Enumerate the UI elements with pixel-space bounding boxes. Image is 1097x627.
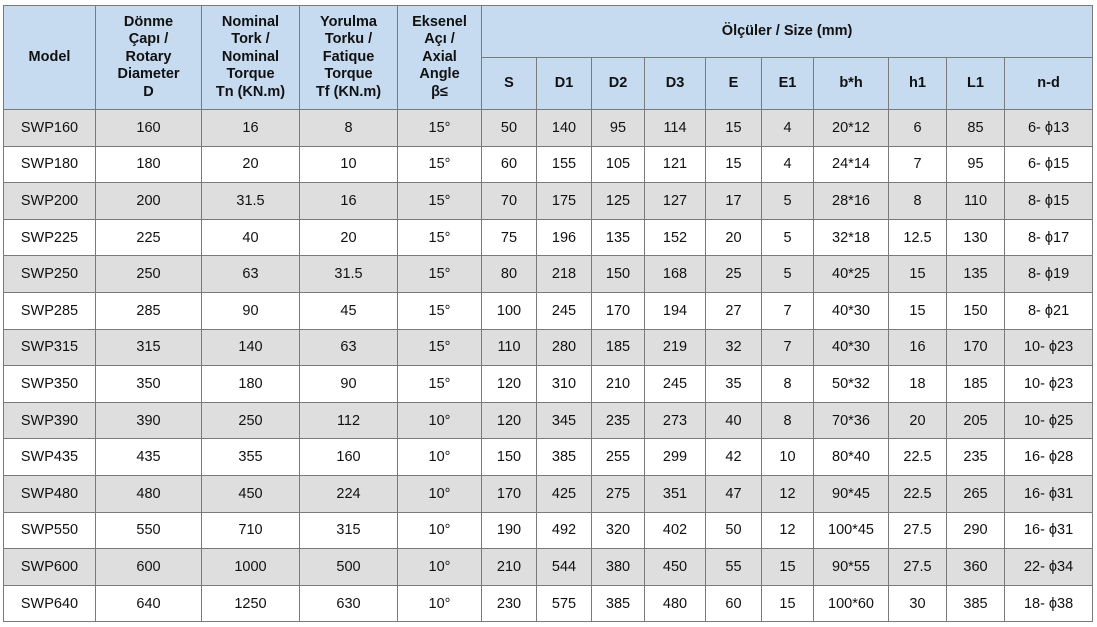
table-cell: 112 bbox=[300, 402, 398, 439]
table-cell: 194 bbox=[645, 292, 706, 329]
table-cell: 10- ϕ25 bbox=[1005, 402, 1093, 439]
header-rotary-diameter: Dönme Çapı / Rotary Diameter D bbox=[96, 6, 202, 110]
table-cell: 219 bbox=[645, 329, 706, 366]
table-cell: 24*14 bbox=[814, 146, 889, 183]
table-cell: 105 bbox=[592, 146, 645, 183]
table-cell: 250 bbox=[202, 402, 300, 439]
table-cell: 575 bbox=[537, 585, 592, 622]
table-row bbox=[4, 439, 1093, 476]
table-row bbox=[4, 549, 1093, 586]
header-size-group: Ölçüler / Size (mm) bbox=[482, 6, 1093, 58]
table-cell: 450 bbox=[645, 549, 706, 586]
table-cell: 10° bbox=[398, 512, 482, 549]
table-cell: 210 bbox=[592, 366, 645, 403]
header-model: Model bbox=[4, 6, 96, 110]
model-cell: SWP250 bbox=[4, 256, 96, 293]
table-cell: 10- ϕ23 bbox=[1005, 366, 1093, 403]
table-cell: 28*16 bbox=[814, 183, 889, 220]
table-cell: 600 bbox=[96, 549, 202, 586]
table-cell: 15 bbox=[889, 256, 947, 293]
table-cell: 45 bbox=[300, 292, 398, 329]
table-row bbox=[4, 585, 1093, 622]
table-cell: 4 bbox=[762, 146, 814, 183]
table-cell: 20 bbox=[300, 219, 398, 256]
table-cell: 15° bbox=[398, 329, 482, 366]
table-cell: 170 bbox=[947, 329, 1005, 366]
table-cell: 544 bbox=[537, 549, 592, 586]
table-cell: 710 bbox=[202, 512, 300, 549]
table-row bbox=[4, 256, 1093, 293]
table-cell: 235 bbox=[592, 402, 645, 439]
table-cell: 205 bbox=[947, 402, 1005, 439]
table-cell: 30 bbox=[889, 585, 947, 622]
table-cell: 95 bbox=[947, 146, 1005, 183]
table-cell: 40*30 bbox=[814, 329, 889, 366]
table-cell: 60 bbox=[706, 585, 762, 622]
table-cell: 140 bbox=[537, 110, 592, 147]
table-cell: 22.5 bbox=[889, 439, 947, 476]
table-cell: 320 bbox=[592, 512, 645, 549]
table-cell: 360 bbox=[947, 549, 1005, 586]
table-cell: 196 bbox=[537, 219, 592, 256]
table-cell: 640 bbox=[96, 585, 202, 622]
table-cell: 31.5 bbox=[202, 183, 300, 220]
header-size-bh: b*h bbox=[814, 58, 889, 110]
table-cell: 40 bbox=[706, 402, 762, 439]
table-cell: 355 bbox=[202, 439, 300, 476]
table-cell: 150 bbox=[482, 439, 537, 476]
table-cell: 90 bbox=[300, 366, 398, 403]
table-cell: 218 bbox=[537, 256, 592, 293]
table-cell: 125 bbox=[592, 183, 645, 220]
table-cell: 15 bbox=[706, 110, 762, 147]
table-cell: 500 bbox=[300, 549, 398, 586]
table-cell: 168 bbox=[645, 256, 706, 293]
table-cell: 350 bbox=[96, 366, 202, 403]
table-cell: 135 bbox=[947, 256, 1005, 293]
table-cell: 480 bbox=[96, 475, 202, 512]
table-cell: 16- ϕ31 bbox=[1005, 512, 1093, 549]
table-cell: 15° bbox=[398, 183, 482, 220]
table-cell: 275 bbox=[592, 475, 645, 512]
table-cell: 55 bbox=[706, 549, 762, 586]
table-cell: 200 bbox=[96, 183, 202, 220]
table-cell: 150 bbox=[592, 256, 645, 293]
model-cell: SWP160 bbox=[4, 110, 96, 147]
table-cell: 1000 bbox=[202, 549, 300, 586]
model-cell: SWP390 bbox=[4, 402, 96, 439]
table-cell: 160 bbox=[96, 110, 202, 147]
table-row bbox=[4, 183, 1093, 220]
table-cell: 15 bbox=[762, 549, 814, 586]
table-cell: 492 bbox=[537, 512, 592, 549]
table-cell: 15° bbox=[398, 292, 482, 329]
table-cell: 245 bbox=[537, 292, 592, 329]
table-body bbox=[4, 110, 1093, 622]
table-cell: 40*25 bbox=[814, 256, 889, 293]
table-cell: 6 bbox=[889, 110, 947, 147]
table-cell: 90*55 bbox=[814, 549, 889, 586]
table-cell: 10° bbox=[398, 549, 482, 586]
table-cell: 120 bbox=[482, 366, 537, 403]
table-cell: 310 bbox=[537, 366, 592, 403]
model-cell: SWP285 bbox=[4, 292, 96, 329]
table-cell: 290 bbox=[947, 512, 1005, 549]
table-cell: 8- ϕ21 bbox=[1005, 292, 1093, 329]
table-cell: 250 bbox=[96, 256, 202, 293]
table-cell: 185 bbox=[592, 329, 645, 366]
table-cell: 390 bbox=[96, 402, 202, 439]
table-row bbox=[4, 219, 1093, 256]
table-cell: 265 bbox=[947, 475, 1005, 512]
table-cell: 380 bbox=[592, 549, 645, 586]
table-cell: 110 bbox=[947, 183, 1005, 220]
spec-table bbox=[3, 5, 1093, 622]
table-cell: 150 bbox=[947, 292, 1005, 329]
header-size-e1: E1 bbox=[762, 58, 814, 110]
table-row bbox=[4, 366, 1093, 403]
table-cell: 110 bbox=[482, 329, 537, 366]
table-cell: 273 bbox=[645, 402, 706, 439]
table-cell: 15 bbox=[706, 146, 762, 183]
table-cell: 40 bbox=[202, 219, 300, 256]
table-cell: 224 bbox=[300, 475, 398, 512]
table-row bbox=[4, 512, 1093, 549]
header-fatigue-torque: Yorulma Torku / Fatique Torque Tf (KN.m) bbox=[300, 6, 398, 110]
table-cell: 1250 bbox=[202, 585, 300, 622]
table-cell: 17 bbox=[706, 183, 762, 220]
table-cell: 8 bbox=[762, 402, 814, 439]
table-cell: 90*45 bbox=[814, 475, 889, 512]
table-cell: 6- ϕ13 bbox=[1005, 110, 1093, 147]
table-cell: 8- ϕ19 bbox=[1005, 256, 1093, 293]
model-cell: SWP200 bbox=[4, 183, 96, 220]
header-nominal-torque: Nominal Tork / Nominal Torque Tn (KN.m) bbox=[202, 6, 300, 110]
table-cell: 135 bbox=[592, 219, 645, 256]
table-cell: 550 bbox=[96, 512, 202, 549]
table-cell: 10° bbox=[398, 585, 482, 622]
table-cell: 10° bbox=[398, 475, 482, 512]
table-cell: 235 bbox=[947, 439, 1005, 476]
table-cell: 450 bbox=[202, 475, 300, 512]
table-cell: 245 bbox=[645, 366, 706, 403]
model-cell: SWP435 bbox=[4, 439, 96, 476]
model-cell: SWP600 bbox=[4, 549, 96, 586]
table-cell: 15° bbox=[398, 256, 482, 293]
table-cell: 7 bbox=[762, 292, 814, 329]
table-cell: 280 bbox=[537, 329, 592, 366]
table-cell: 40*30 bbox=[814, 292, 889, 329]
table-cell: 15° bbox=[398, 219, 482, 256]
table-cell: 70 bbox=[482, 183, 537, 220]
table-cell: 16 bbox=[889, 329, 947, 366]
header-size-d3: D3 bbox=[645, 58, 706, 110]
table-cell: 20 bbox=[889, 402, 947, 439]
table-cell: 180 bbox=[202, 366, 300, 403]
table-cell: 15 bbox=[889, 292, 947, 329]
table-cell: 6- ϕ15 bbox=[1005, 146, 1093, 183]
table-cell: 100*45 bbox=[814, 512, 889, 549]
table-row bbox=[4, 475, 1093, 512]
table-cell: 75 bbox=[482, 219, 537, 256]
table-cell: 50 bbox=[482, 110, 537, 147]
model-cell: SWP225 bbox=[4, 219, 96, 256]
table-cell: 50*32 bbox=[814, 366, 889, 403]
table-cell: 27 bbox=[706, 292, 762, 329]
table-cell: 140 bbox=[202, 329, 300, 366]
table-cell: 22- ϕ34 bbox=[1005, 549, 1093, 586]
table-cell: 130 bbox=[947, 219, 1005, 256]
table-cell: 5 bbox=[762, 219, 814, 256]
table-cell: 255 bbox=[592, 439, 645, 476]
table-cell: 100 bbox=[482, 292, 537, 329]
table-cell: 190 bbox=[482, 512, 537, 549]
table-cell: 42 bbox=[706, 439, 762, 476]
table-cell: 18- ϕ38 bbox=[1005, 585, 1093, 622]
table-cell: 27.5 bbox=[889, 549, 947, 586]
table-cell: 12 bbox=[762, 475, 814, 512]
table-cell: 10° bbox=[398, 439, 482, 476]
table-cell: 10- ϕ23 bbox=[1005, 329, 1093, 366]
table-cell: 20 bbox=[706, 219, 762, 256]
model-cell: SWP180 bbox=[4, 146, 96, 183]
table-cell: 630 bbox=[300, 585, 398, 622]
table-cell: 20 bbox=[202, 146, 300, 183]
table-cell: 10 bbox=[762, 439, 814, 476]
table-cell: 160 bbox=[300, 439, 398, 476]
table-cell: 8 bbox=[300, 110, 398, 147]
header-size-d1: D1 bbox=[537, 58, 592, 110]
model-cell: SWP550 bbox=[4, 512, 96, 549]
table-cell: 63 bbox=[202, 256, 300, 293]
header-size-s: S bbox=[482, 58, 537, 110]
table-row bbox=[4, 402, 1093, 439]
header-size-d2: D2 bbox=[592, 58, 645, 110]
table-cell: 70*36 bbox=[814, 402, 889, 439]
model-cell: SWP350 bbox=[4, 366, 96, 403]
table-cell: 480 bbox=[645, 585, 706, 622]
header-size-e: E bbox=[706, 58, 762, 110]
table-cell: 16 bbox=[202, 110, 300, 147]
table-cell: 120 bbox=[482, 402, 537, 439]
table-cell: 315 bbox=[300, 512, 398, 549]
table-cell: 4 bbox=[762, 110, 814, 147]
table-cell: 7 bbox=[889, 146, 947, 183]
table-cell: 31.5 bbox=[300, 256, 398, 293]
table-cell: 385 bbox=[592, 585, 645, 622]
table-cell: 385 bbox=[537, 439, 592, 476]
table-cell: 80 bbox=[482, 256, 537, 293]
table-cell: 15° bbox=[398, 110, 482, 147]
table-cell: 50 bbox=[706, 512, 762, 549]
table-cell: 90 bbox=[202, 292, 300, 329]
table-cell: 8- ϕ15 bbox=[1005, 183, 1093, 220]
table-cell: 63 bbox=[300, 329, 398, 366]
table-cell: 20*12 bbox=[814, 110, 889, 147]
table-cell: 15° bbox=[398, 146, 482, 183]
table-cell: 8 bbox=[762, 366, 814, 403]
table-cell: 185 bbox=[947, 366, 1005, 403]
model-cell: SWP480 bbox=[4, 475, 96, 512]
header-axial-angle: Eksenel Açı / Axial Angle β≤ bbox=[398, 6, 482, 110]
table-cell: 32 bbox=[706, 329, 762, 366]
model-cell: SWP640 bbox=[4, 585, 96, 622]
table-cell: 435 bbox=[96, 439, 202, 476]
table-cell: 5 bbox=[762, 183, 814, 220]
table-cell: 121 bbox=[645, 146, 706, 183]
table-cell: 47 bbox=[706, 475, 762, 512]
table-cell: 285 bbox=[96, 292, 202, 329]
table-cell: 127 bbox=[645, 183, 706, 220]
table-cell: 12.5 bbox=[889, 219, 947, 256]
table-cell: 345 bbox=[537, 402, 592, 439]
table-cell: 15° bbox=[398, 366, 482, 403]
table-cell: 385 bbox=[947, 585, 1005, 622]
table-cell: 85 bbox=[947, 110, 1005, 147]
table-row bbox=[4, 329, 1093, 366]
table-cell: 60 bbox=[482, 146, 537, 183]
table-row bbox=[4, 292, 1093, 329]
table-cell: 114 bbox=[645, 110, 706, 147]
table-cell: 25 bbox=[706, 256, 762, 293]
table-cell: 35 bbox=[706, 366, 762, 403]
table-cell: 16- ϕ28 bbox=[1005, 439, 1093, 476]
table-cell: 225 bbox=[96, 219, 202, 256]
table-cell: 32*18 bbox=[814, 219, 889, 256]
table-cell: 16 bbox=[300, 183, 398, 220]
table-cell: 155 bbox=[537, 146, 592, 183]
table-cell: 16- ϕ31 bbox=[1005, 475, 1093, 512]
header-size-nd: n-d bbox=[1005, 58, 1093, 110]
table-cell: 80*40 bbox=[814, 439, 889, 476]
table-cell: 425 bbox=[537, 475, 592, 512]
table-cell: 315 bbox=[96, 329, 202, 366]
table-cell: 15 bbox=[762, 585, 814, 622]
table-cell: 22.5 bbox=[889, 475, 947, 512]
table-cell: 299 bbox=[645, 439, 706, 476]
header-size-h1: h1 bbox=[889, 58, 947, 110]
table-cell: 180 bbox=[96, 146, 202, 183]
table-cell: 170 bbox=[592, 292, 645, 329]
model-cell: SWP315 bbox=[4, 329, 96, 366]
table-cell: 18 bbox=[889, 366, 947, 403]
table-cell: 351 bbox=[645, 475, 706, 512]
table-cell: 5 bbox=[762, 256, 814, 293]
table-row bbox=[4, 146, 1093, 183]
table-cell: 402 bbox=[645, 512, 706, 549]
table-cell: 210 bbox=[482, 549, 537, 586]
table-cell: 100*60 bbox=[814, 585, 889, 622]
table-cell: 7 bbox=[762, 329, 814, 366]
table-cell: 170 bbox=[482, 475, 537, 512]
table-cell: 8- ϕ17 bbox=[1005, 219, 1093, 256]
table-cell: 27.5 bbox=[889, 512, 947, 549]
table-cell: 230 bbox=[482, 585, 537, 622]
table-cell: 10 bbox=[300, 146, 398, 183]
table-cell: 175 bbox=[537, 183, 592, 220]
table-cell: 152 bbox=[645, 219, 706, 256]
table-cell: 95 bbox=[592, 110, 645, 147]
table-cell: 8 bbox=[889, 183, 947, 220]
table-cell: 10° bbox=[398, 402, 482, 439]
table-cell: 12 bbox=[762, 512, 814, 549]
header-size-l1: L1 bbox=[947, 58, 1005, 110]
table-row bbox=[4, 110, 1093, 147]
